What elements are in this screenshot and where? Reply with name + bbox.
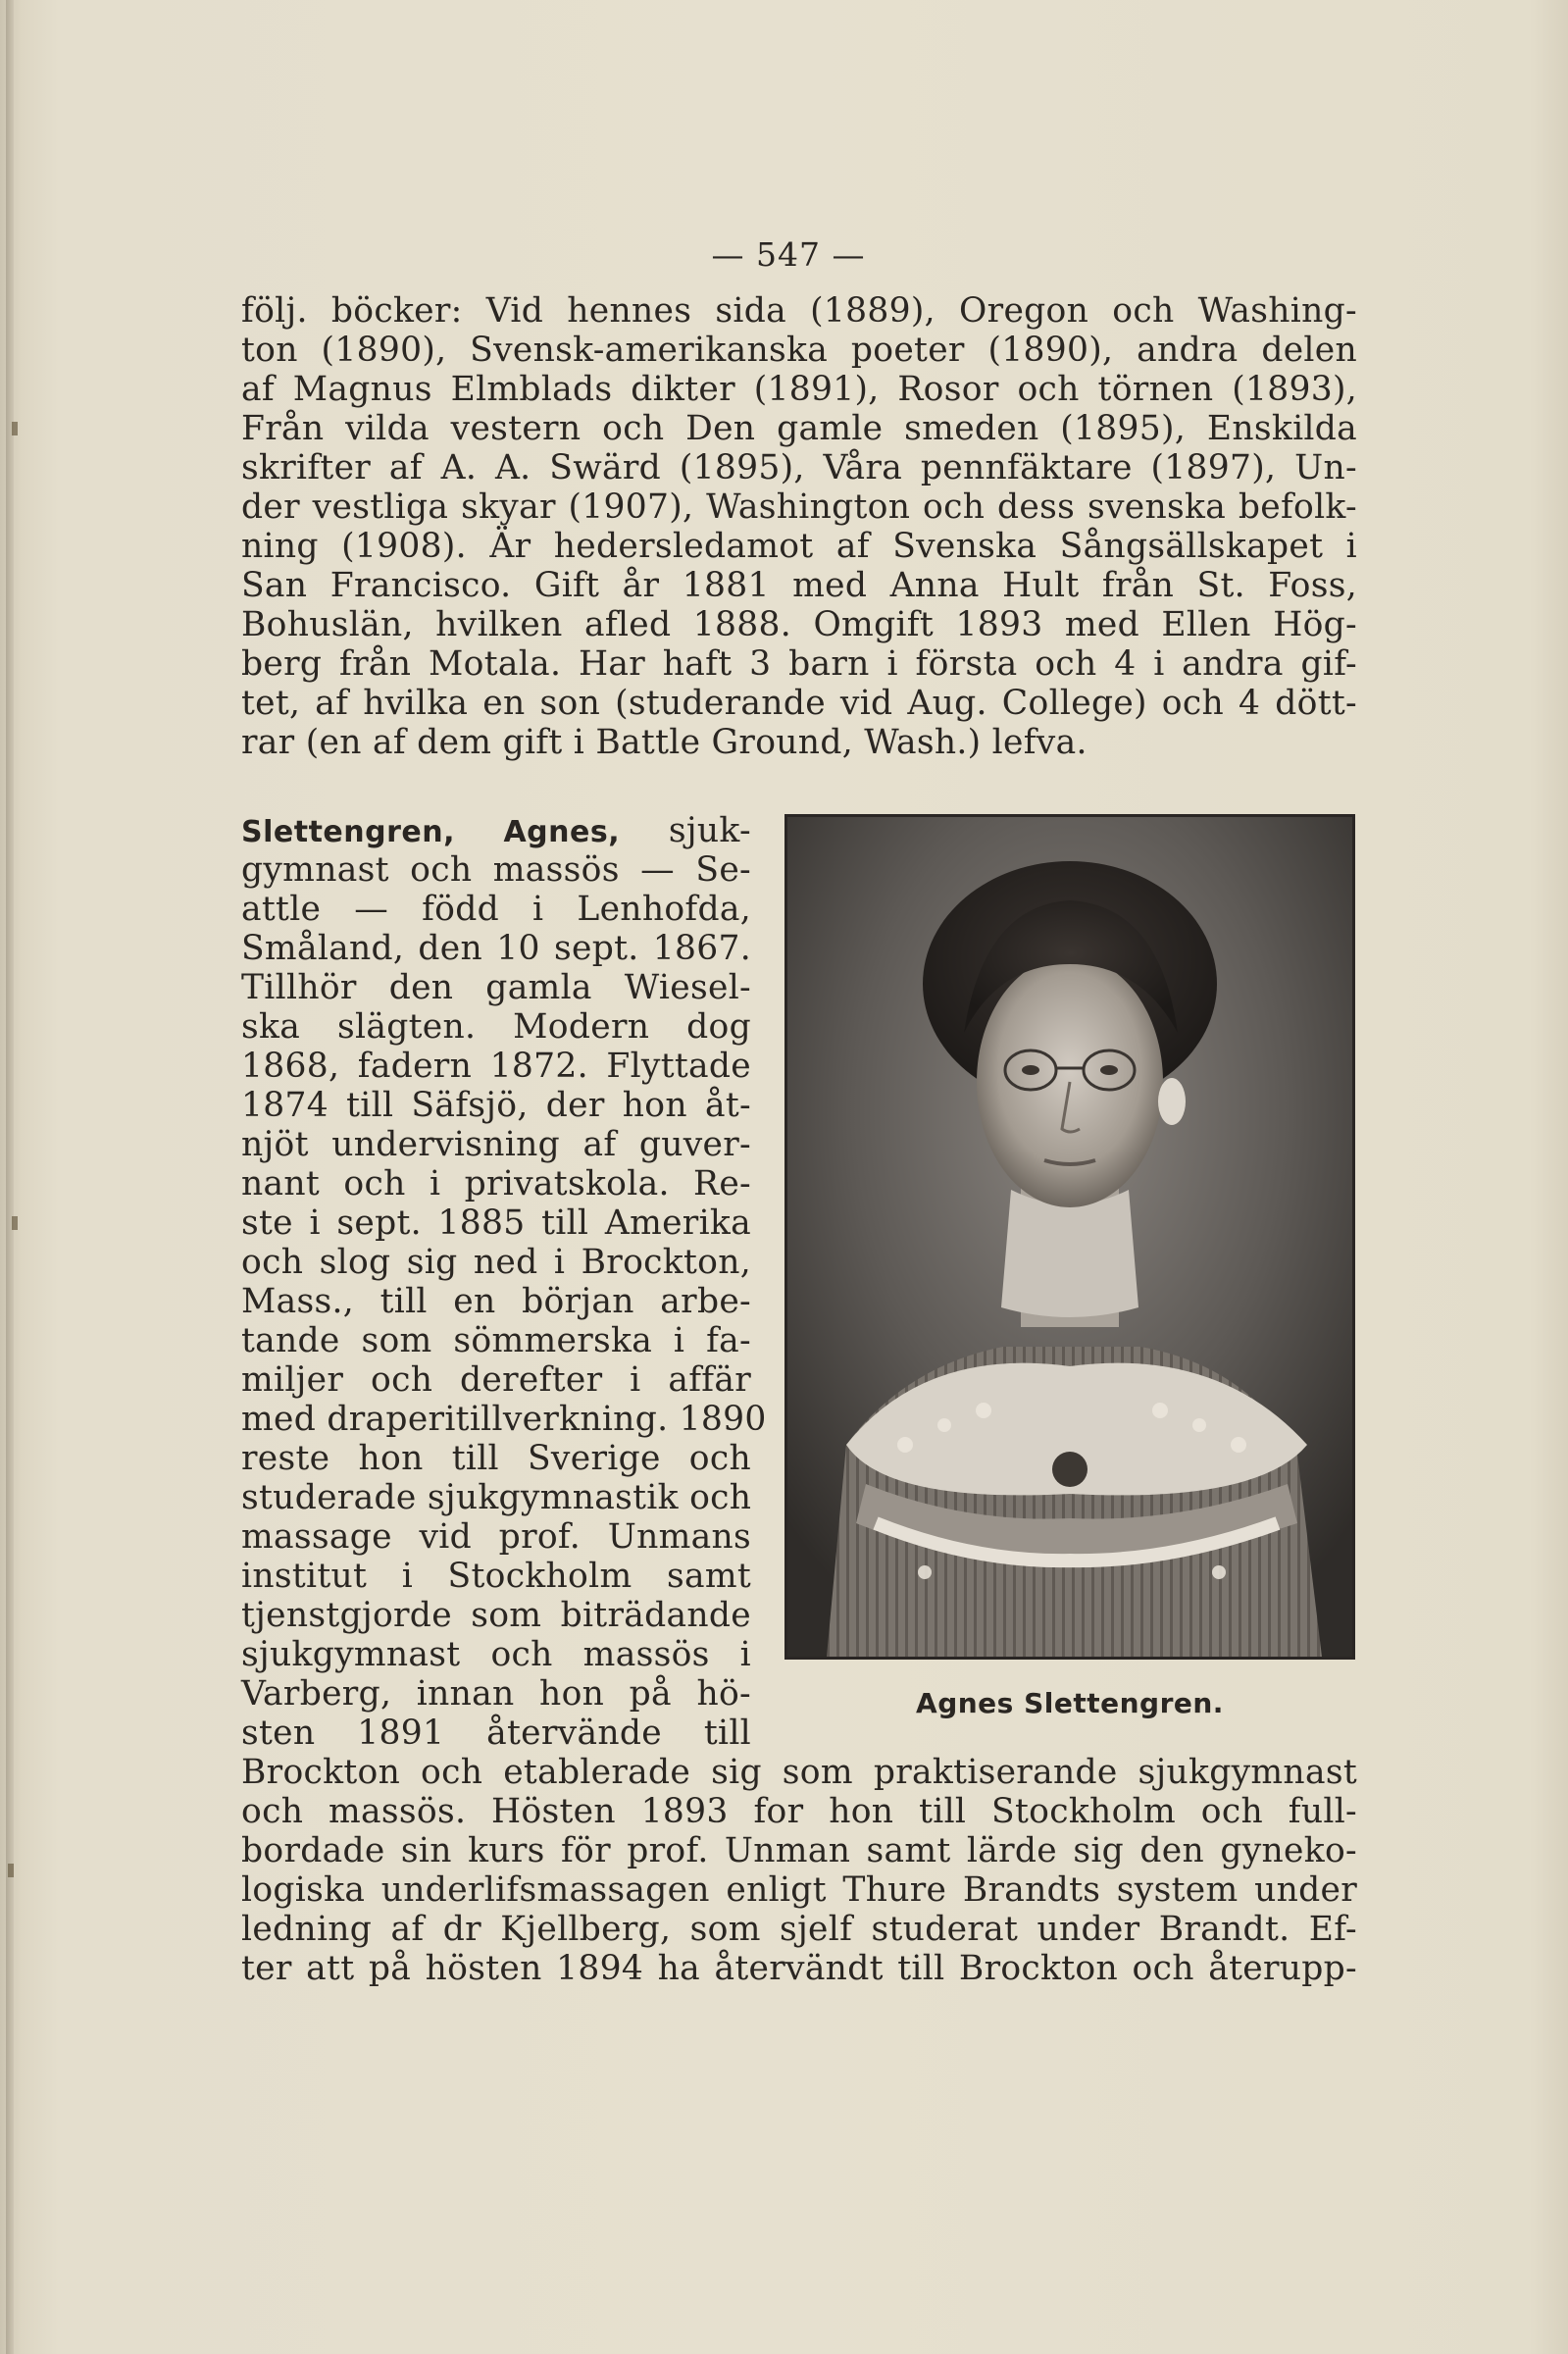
- text-line: institut i Stockholm samt: [241, 1557, 751, 1596]
- text-line: 1874 till Säfsjö, der hon åt-: [241, 1086, 751, 1125]
- text-line: der vestliga skyar (1907), Washington och dess svenska befolk-: [241, 487, 1357, 527]
- text-line: ledning af dr Kjellberg, som sjelf studerat under Brandt. Ef-: [241, 1910, 1357, 1949]
- text-line: ning (1908). Är hedersledamot af Svenska Sångsällskapet i: [241, 527, 1357, 566]
- text-line: studerade sjukgymnastik och: [241, 1478, 752, 1517]
- text-line: logiska underlifsmassagen enligt Thure Brandts system under: [241, 1870, 1357, 1910]
- text-line: af Magnus Elmblads dikter (1891), Rosor och törnen (1893),: [241, 370, 1357, 409]
- text-line: bordade sin kurs för prof. Unman samt lärde sig den gyneko-: [241, 1831, 1357, 1870]
- entry-heading-line: [241, 811, 751, 852]
- margin-mark: [12, 1216, 18, 1230]
- text-line: miljer och derefter i affär: [241, 1360, 751, 1400]
- text-line: tet, af hvilka en son (studerande vid Aug. College) och 4 dött-: [241, 684, 1357, 723]
- text-line: Brockton och etablerade sig som praktiserande sjukgymnast: [241, 1753, 1357, 1792]
- text-line: sjukgymnast och massös i: [241, 1635, 751, 1674]
- text-line: följ. böcker: Vid hennes sida (1889), Oregon och Washing-: [241, 291, 1357, 331]
- text-line: massage vid prof. Unmans: [241, 1517, 751, 1557]
- text-line: och massös. Hösten 1893 for hon till Stockholm och full-: [241, 1792, 1357, 1831]
- text-line: nant och i privatskola. Re-: [241, 1164, 751, 1203]
- text-line: Tillhör den gamla Wiesel-: [241, 968, 751, 1007]
- text-line: attle — född i Lenhofda,: [241, 890, 751, 929]
- portrait-caption: Agnes Slettengren.: [916, 1687, 1224, 1719]
- text-line: njöt undervisning af guver-: [241, 1125, 751, 1164]
- page-number: — 547 —: [711, 235, 866, 274]
- entry-name: Slettengren, Agnes,: [241, 815, 621, 849]
- text-line: rar (en af dem gift i Battle Ground, Wash.) lefva.: [241, 723, 1087, 762]
- text-line: Småland, den 10 sept. 1867.: [241, 929, 751, 968]
- text-line: Varberg, innan hon på hö-: [241, 1674, 751, 1714]
- margin-mark: [12, 422, 18, 435]
- text-line: 1868, fadern 1872. Flyttade: [241, 1047, 751, 1086]
- text-line: med draperitillverkning. 1890: [241, 1400, 767, 1439]
- entry-heading-rest: sjuk-: [668, 811, 751, 850]
- portrait-image: [787, 817, 1352, 1657]
- text-line: Bohuslän, hvilken afled 1888. Omgift 1893 med Ellen Hög-: [241, 605, 1357, 644]
- text-line: ter att på hösten 1894 ha återvändt till Brockton och återupp-: [241, 1949, 1357, 1988]
- text-line: ste i sept. 1885 till Amerika: [241, 1203, 751, 1243]
- text-line: och slog sig ned i Brockton,: [241, 1243, 751, 1282]
- text-line: skrifter af A. A. Swärd (1895), Våra pennfäktare (1897), Un-: [241, 448, 1357, 487]
- text-line: San Francisco. Gift år 1881 med Anna Hult från St. Foss,: [241, 566, 1357, 605]
- text-line: Mass., till en början arbe-: [241, 1282, 751, 1321]
- margin-mark: [8, 1864, 14, 1877]
- text-line: gymnast och massös — Se-: [241, 850, 751, 890]
- text-line: reste hon till Sverige och: [241, 1439, 751, 1478]
- text-line: ton (1890), Svensk-amerikanska poeter (1890), andra delen: [241, 331, 1357, 370]
- text-line: berg från Motala. Har haft 3 barn i första och 4 i andra gif-: [241, 644, 1357, 684]
- text-line: ska slägten. Modern dog: [241, 1007, 751, 1047]
- text-line: tande som sömmerska i fa-: [241, 1321, 751, 1360]
- text-line: Från vilda vestern och Den gamle smeden (1895), Enskilda: [241, 409, 1357, 448]
- portrait-photo: [784, 814, 1355, 1660]
- page-binding-edge: [6, 0, 14, 2354]
- text-line: sten 1891 återvände till: [241, 1714, 751, 1753]
- text-line: tjenstgjorde som biträdande: [241, 1596, 751, 1635]
